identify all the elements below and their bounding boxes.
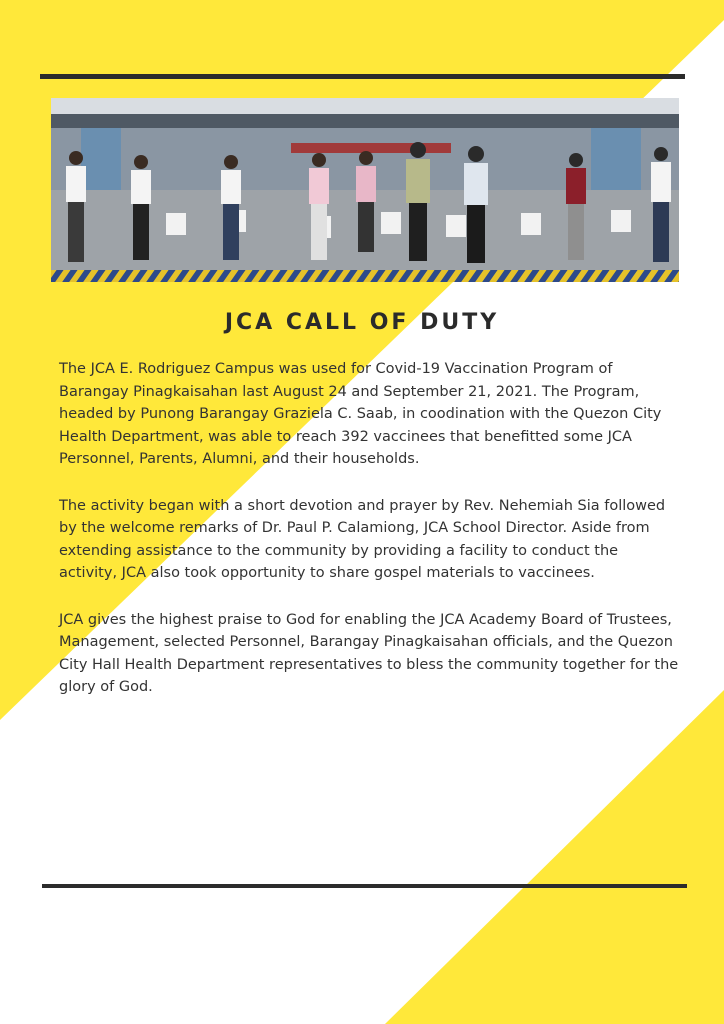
top-rule: [40, 74, 685, 79]
article-paragraph-3: JCA gives the highest praise to God for enabling the JCA Academy Board of Trustees, Management, selected Personnel, Barangay Pinagkaisahan officials, and the Quezon City Hall Health Department representatives to bless the community together for the glory of God.: [59, 611, 679, 695]
article-body: [59, 358, 679, 723]
article-paragraph-1: The JCA E. Rodriguez Campus was used for Covid-19 Vaccination Program of Barangay Pinagkaisahan last August 24 and September 21, 2021. The Program, headed by Punong Barangay Graziela C. Saab, in coodination with the Quezon City Health Department, was able to reach 392 vaccinees that benefitted some JCA Personnel, Parents, Alumni, and their households.: [59, 361, 662, 467]
article-paragraph-2: The activity began with a short devotion and prayer by Rev. Nehemiah Sia followed by the welcome remarks of Dr. Paul P. Calamiong, JCA School Director. Aside from extending assistance to the community by providing a facility to conduct the activity, JCA also took opportunity to share gospel materials to vaccinees.: [59, 497, 666, 581]
group-photo: [51, 98, 679, 282]
bottom-rule: [42, 884, 687, 888]
article-title: JCA CALL OF DUTY: [224, 310, 500, 335]
